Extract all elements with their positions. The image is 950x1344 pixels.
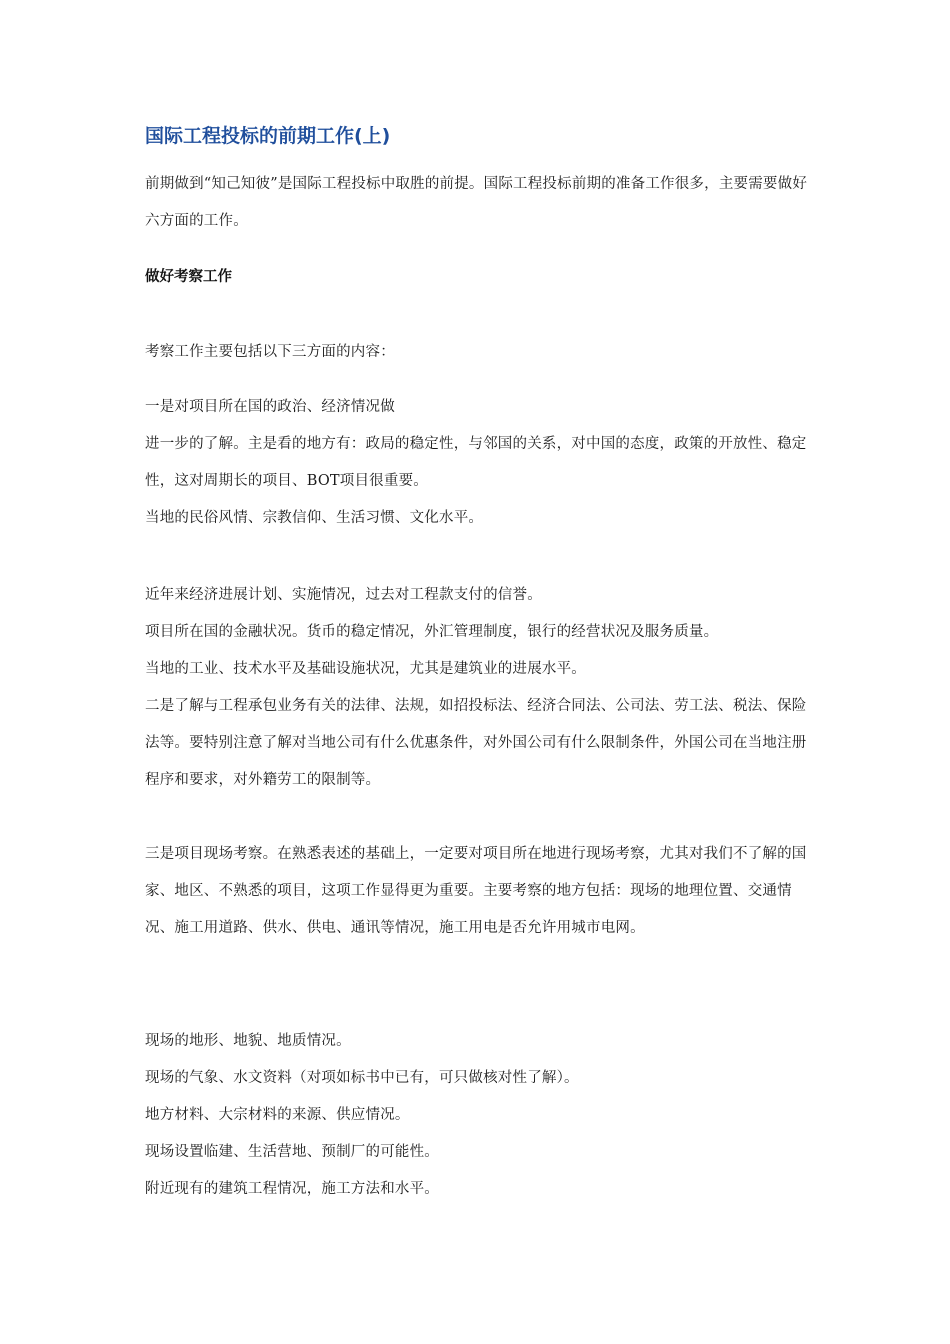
finance-paragraph: 项目所在国的金融状况。货币的稳定情况，外汇管理制度，银行的经营状况及服务质量。 [145,624,719,640]
intro-paragraph: 前期做到“知己知彼”是国际工程投标中取胜的前提。国际工程投标前期的准备工作很多，主要需要做好六方面的工作。 [145,176,808,229]
customs-paragraph: 当地的民俗风情、宗教信仰、生活习惯、文化水平。 [145,510,484,526]
economy-paragraph: 近年来经济进展计划、实施情况，过去对工程款支付的信誉。 [145,587,542,603]
point-one-detail: 进一步的了解。主是看的地方有：政局的稳定性，与邻国的关系，对中国的态度，政策的开放性、稳定性，这对周期长的项目、BOT项目很重要。 [145,436,807,489]
overview-paragraph: 考察工作主要包括以下三方面的内容： [145,344,395,360]
document-title: 国际工程投标的前期工作(上) [145,125,391,147]
terrain-paragraph: 现场的地形、地貌、地质情况。 [145,1033,351,1049]
point-three-paragraph: 三是项目现场考察。在熟悉表述的基础上，一定要对项目所在地进行现场考察，尤其对我们不了解的国家、地区、不熟悉的项目，这项工作显得更为重要。主要考察的地方包括：现场的地理位置、交通情况、施工用道路、供水、供电、通讯等情况，施工用电是否允许用城市电网。 [145,846,807,936]
point-one-lead: 一是对项目所在国的政治、经济情况做 [145,399,395,415]
materials-paragraph: 地方材料、大宗材料的来源、供应情况。 [145,1107,410,1123]
nearby-paragraph: 附近现有的建筑工程情况，施工方法和水平。 [145,1181,439,1197]
weather-paragraph: 现场的气象、水文资料（对项如标书中已有，可只做核对性了解）。 [145,1070,579,1086]
point-two-paragraph: 二是了解与工程承包业务有关的法律、法规，如招投标法、经济合同法、公司法、劳工法、税法、保险法等。要特别注意了解对当地公司有什么优惠条件，对外国公司有什么限制条件，外国公司在当地注册程序和要求，对外籍劳工的限制等。 [145,698,807,788]
section-heading: 做好考察工作 [145,269,232,285]
industry-paragraph: 当地的工业、技术水平及基础设施状况，尤其是建筑业的进展水平。 [145,661,586,677]
facilities-paragraph: 现场设置临建、生活营地、预制厂的可能性。 [145,1144,439,1160]
